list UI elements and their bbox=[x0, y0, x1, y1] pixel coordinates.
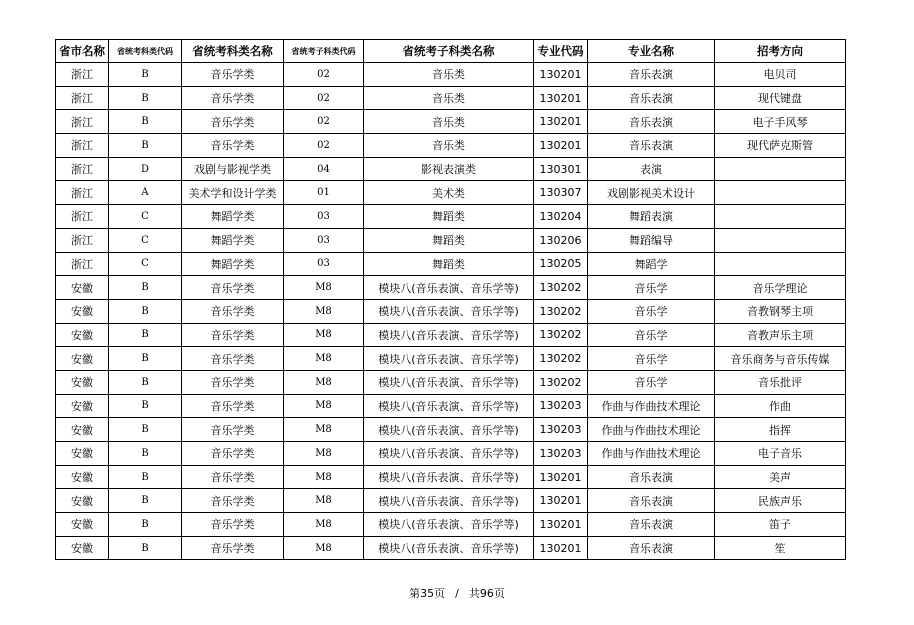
cell-category-code: B bbox=[109, 394, 182, 418]
cell-category-code: D bbox=[109, 157, 182, 181]
cell-category-name: 舞蹈学类 bbox=[182, 205, 284, 229]
cell-major-code: 130201 bbox=[534, 536, 588, 560]
cell-category-name: 音乐学类 bbox=[182, 442, 284, 466]
cell-category-name: 音乐学类 bbox=[182, 465, 284, 489]
table-row bbox=[56, 86, 846, 110]
cell-major-name: 作曲与作曲技术理论 bbox=[588, 442, 715, 466]
cell-major-code: 130201 bbox=[534, 86, 588, 110]
cell-major-name: 音乐表演 bbox=[588, 489, 715, 513]
cell-major-code: 130202 bbox=[534, 276, 588, 300]
cell-subcategory-code: M8 bbox=[284, 276, 364, 300]
cell-major-code: 130201 bbox=[534, 513, 588, 537]
cell-direction bbox=[715, 205, 846, 229]
cell-major-name: 音乐学 bbox=[588, 276, 715, 300]
cell-major-name: 音乐学 bbox=[588, 347, 715, 371]
cell-category-code: B bbox=[109, 465, 182, 489]
cell-category-code: B bbox=[109, 489, 182, 513]
cell-province: 浙江 bbox=[56, 205, 109, 229]
table-row bbox=[56, 370, 846, 394]
cell-subcategory-name: 舞蹈类 bbox=[364, 252, 534, 276]
cell-major-name: 音乐表演 bbox=[588, 63, 715, 87]
cell-province: 安徽 bbox=[56, 276, 109, 300]
cell-direction bbox=[715, 181, 846, 205]
cell-subcategory-name: 模块八(音乐表演、音乐学等) bbox=[364, 513, 534, 537]
cell-province: 安徽 bbox=[56, 323, 109, 347]
cell-major-code: 130201 bbox=[534, 489, 588, 513]
cell-subcategory-name: 影视表演类 bbox=[364, 157, 534, 181]
cell-category-code: B bbox=[109, 442, 182, 466]
cell-subcategory-name: 音乐类 bbox=[364, 110, 534, 134]
admissions-table bbox=[55, 39, 846, 560]
cell-province: 浙江 bbox=[56, 110, 109, 134]
cell-subcategory-code: 01 bbox=[284, 181, 364, 205]
cell-direction: 音乐批评 bbox=[715, 370, 846, 394]
table-row bbox=[56, 347, 846, 371]
table-row bbox=[56, 536, 846, 560]
cell-major-name: 音乐学 bbox=[588, 299, 715, 323]
admissions-table-container bbox=[55, 39, 845, 560]
cell-province: 安徽 bbox=[56, 442, 109, 466]
cell-category-name: 音乐学类 bbox=[182, 489, 284, 513]
cell-province: 安徽 bbox=[56, 513, 109, 537]
cell-category-name: 美术学和设计学类 bbox=[182, 181, 284, 205]
cell-category-name: 音乐学类 bbox=[182, 536, 284, 560]
cell-subcategory-code: 02 bbox=[284, 86, 364, 110]
cell-major-name: 舞蹈学 bbox=[588, 252, 715, 276]
table-header-row bbox=[56, 40, 846, 63]
table-row bbox=[56, 489, 846, 513]
cell-major-name: 舞蹈表演 bbox=[588, 205, 715, 229]
cell-subcategory-name: 模块八(音乐表演、音乐学等) bbox=[364, 489, 534, 513]
cell-province: 浙江 bbox=[56, 134, 109, 158]
cell-direction bbox=[715, 157, 846, 181]
cell-category-name: 音乐学类 bbox=[182, 347, 284, 371]
cell-subcategory-code: M8 bbox=[284, 323, 364, 347]
cell-subcategory-name: 音乐类 bbox=[364, 86, 534, 110]
cell-category-name: 音乐学类 bbox=[182, 418, 284, 442]
cell-subcategory-name: 音乐类 bbox=[364, 134, 534, 158]
cell-subcategory-code: 02 bbox=[284, 63, 364, 87]
cell-subcategory-code: M8 bbox=[284, 489, 364, 513]
header-category-code: 省统考科类代码 bbox=[109, 40, 182, 63]
cell-major-code: 130201 bbox=[534, 63, 588, 87]
cell-subcategory-name: 舞蹈类 bbox=[364, 205, 534, 229]
cell-direction: 现代键盘 bbox=[715, 86, 846, 110]
cell-major-code: 130203 bbox=[534, 394, 588, 418]
table-body bbox=[56, 63, 846, 560]
cell-subcategory-code: M8 bbox=[284, 536, 364, 560]
cell-subcategory-name: 模块八(音乐表演、音乐学等) bbox=[364, 323, 534, 347]
cell-major-code: 130202 bbox=[534, 370, 588, 394]
table-row bbox=[56, 276, 846, 300]
header-subcategory-code: 省统考子科类代码 bbox=[284, 40, 364, 63]
header-major-name: 专业名称 bbox=[588, 40, 715, 63]
cell-province: 浙江 bbox=[56, 252, 109, 276]
cell-category-code: B bbox=[109, 63, 182, 87]
cell-category-name: 戏剧与影视学类 bbox=[182, 157, 284, 181]
cell-major-name: 作曲与作曲技术理论 bbox=[588, 394, 715, 418]
cell-category-code: B bbox=[109, 276, 182, 300]
cell-category-name: 舞蹈学类 bbox=[182, 228, 284, 252]
cell-subcategory-code: M8 bbox=[284, 442, 364, 466]
table-row bbox=[56, 323, 846, 347]
cell-subcategory-name: 模块八(音乐表演、音乐学等) bbox=[364, 276, 534, 300]
cell-category-name: 音乐学类 bbox=[182, 513, 284, 537]
cell-category-name: 音乐学类 bbox=[182, 86, 284, 110]
cell-subcategory-code: M8 bbox=[284, 370, 364, 394]
cell-province: 安徽 bbox=[56, 347, 109, 371]
cell-subcategory-code: 04 bbox=[284, 157, 364, 181]
cell-subcategory-name: 模块八(音乐表演、音乐学等) bbox=[364, 536, 534, 560]
cell-major-code: 130202 bbox=[534, 323, 588, 347]
cell-province: 安徽 bbox=[56, 394, 109, 418]
header-direction: 招考方向 bbox=[715, 40, 846, 63]
cell-major-code: 130201 bbox=[534, 465, 588, 489]
cell-category-name: 音乐学类 bbox=[182, 299, 284, 323]
table-row bbox=[56, 110, 846, 134]
cell-category-code: B bbox=[109, 536, 182, 560]
table-row bbox=[56, 228, 846, 252]
cell-direction bbox=[715, 252, 846, 276]
cell-province: 安徽 bbox=[56, 370, 109, 394]
table-row bbox=[56, 252, 846, 276]
cell-category-code: B bbox=[109, 110, 182, 134]
cell-province: 安徽 bbox=[56, 418, 109, 442]
table-row bbox=[56, 134, 846, 158]
cell-subcategory-name: 美术类 bbox=[364, 181, 534, 205]
cell-category-code: C bbox=[109, 252, 182, 276]
cell-category-code: B bbox=[109, 323, 182, 347]
cell-subcategory-name: 模块八(音乐表演、音乐学等) bbox=[364, 370, 534, 394]
cell-major-name: 音乐表演 bbox=[588, 536, 715, 560]
table-row bbox=[56, 181, 846, 205]
cell-province: 浙江 bbox=[56, 86, 109, 110]
table-row bbox=[56, 205, 846, 229]
cell-province: 安徽 bbox=[56, 465, 109, 489]
cell-category-code: A bbox=[109, 181, 182, 205]
cell-subcategory-name: 模块八(音乐表演、音乐学等) bbox=[364, 347, 534, 371]
cell-major-name: 音乐表演 bbox=[588, 513, 715, 537]
page-footer bbox=[0, 585, 914, 601]
cell-major-code: 130203 bbox=[534, 418, 588, 442]
cell-subcategory-code: 03 bbox=[284, 252, 364, 276]
cell-subcategory-name: 模块八(音乐表演、音乐学等) bbox=[364, 465, 534, 489]
cell-subcategory-code: M8 bbox=[284, 465, 364, 489]
table-row bbox=[56, 157, 846, 181]
cell-province: 浙江 bbox=[56, 228, 109, 252]
cell-major-code: 130201 bbox=[534, 134, 588, 158]
cell-major-code: 130307 bbox=[534, 181, 588, 205]
cell-subcategory-code: M8 bbox=[284, 347, 364, 371]
cell-direction: 指挥 bbox=[715, 418, 846, 442]
cell-major-name: 戏剧影视美术设计 bbox=[588, 181, 715, 205]
cell-category-name: 音乐学类 bbox=[182, 110, 284, 134]
cell-direction bbox=[715, 228, 846, 252]
cell-major-code: 130201 bbox=[534, 110, 588, 134]
cell-category-name: 音乐学类 bbox=[182, 370, 284, 394]
cell-category-name: 音乐学类 bbox=[182, 276, 284, 300]
cell-subcategory-name: 音乐类 bbox=[364, 63, 534, 87]
cell-major-name: 音乐表演 bbox=[588, 86, 715, 110]
cell-direction: 现代萨克斯管 bbox=[715, 134, 846, 158]
cell-province: 安徽 bbox=[56, 299, 109, 323]
cell-direction: 电贝司 bbox=[715, 63, 846, 87]
page-total: 共96页 bbox=[468, 587, 505, 600]
cell-major-code: 130301 bbox=[534, 157, 588, 181]
cell-subcategory-code: 02 bbox=[284, 110, 364, 134]
table-row bbox=[56, 442, 846, 466]
cell-subcategory-code: 03 bbox=[284, 205, 364, 229]
cell-major-code: 130205 bbox=[534, 252, 588, 276]
cell-category-code: C bbox=[109, 228, 182, 252]
cell-major-code: 130202 bbox=[534, 347, 588, 371]
cell-subcategory-name: 模块八(音乐表演、音乐学等) bbox=[364, 299, 534, 323]
cell-subcategory-name: 舞蹈类 bbox=[364, 228, 534, 252]
cell-direction: 笙 bbox=[715, 536, 846, 560]
cell-major-code: 130206 bbox=[534, 228, 588, 252]
table-row bbox=[56, 513, 846, 537]
cell-subcategory-code: M8 bbox=[284, 418, 364, 442]
cell-category-code: B bbox=[109, 370, 182, 394]
table-row bbox=[56, 394, 846, 418]
cell-province: 浙江 bbox=[56, 63, 109, 87]
cell-subcategory-code: M8 bbox=[284, 513, 364, 537]
cell-province: 安徽 bbox=[56, 489, 109, 513]
cell-major-name: 音乐学 bbox=[588, 323, 715, 347]
cell-major-name: 音乐表演 bbox=[588, 110, 715, 134]
cell-direction: 音乐学理论 bbox=[715, 276, 846, 300]
cell-major-name: 舞蹈编导 bbox=[588, 228, 715, 252]
cell-direction: 笛子 bbox=[715, 513, 846, 537]
table-row bbox=[56, 63, 846, 87]
cell-major-code: 130204 bbox=[534, 205, 588, 229]
cell-category-name: 音乐学类 bbox=[182, 63, 284, 87]
page-separator: / bbox=[455, 587, 459, 600]
cell-category-code: B bbox=[109, 134, 182, 158]
cell-subcategory-name: 模块八(音乐表演、音乐学等) bbox=[364, 442, 534, 466]
cell-subcategory-code: 02 bbox=[284, 134, 364, 158]
cell-category-name: 音乐学类 bbox=[182, 394, 284, 418]
cell-category-code: C bbox=[109, 205, 182, 229]
cell-major-name: 音乐表演 bbox=[588, 465, 715, 489]
cell-category-code: B bbox=[109, 418, 182, 442]
header-category-name: 省统考科类名称 bbox=[182, 40, 284, 63]
cell-province: 浙江 bbox=[56, 181, 109, 205]
header-subcategory-name: 省统考子科类名称 bbox=[364, 40, 534, 63]
cell-subcategory-code: M8 bbox=[284, 299, 364, 323]
cell-direction: 音教声乐主项 bbox=[715, 323, 846, 347]
cell-category-name: 音乐学类 bbox=[182, 134, 284, 158]
cell-province: 安徽 bbox=[56, 536, 109, 560]
cell-major-code: 130202 bbox=[534, 299, 588, 323]
table-row bbox=[56, 418, 846, 442]
header-major-code: 专业代码 bbox=[534, 40, 588, 63]
header-province: 省市名称 bbox=[56, 40, 109, 63]
cell-direction: 音乐商务与音乐传媒 bbox=[715, 347, 846, 371]
cell-direction: 音教钢琴主项 bbox=[715, 299, 846, 323]
cell-direction: 电子手风琴 bbox=[715, 110, 846, 134]
cell-category-name: 舞蹈学类 bbox=[182, 252, 284, 276]
cell-subcategory-name: 模块八(音乐表演、音乐学等) bbox=[364, 418, 534, 442]
cell-category-code: B bbox=[109, 347, 182, 371]
table-row bbox=[56, 299, 846, 323]
table-row bbox=[56, 465, 846, 489]
cell-category-code: B bbox=[109, 299, 182, 323]
cell-direction: 电子音乐 bbox=[715, 442, 846, 466]
cell-direction: 作曲 bbox=[715, 394, 846, 418]
cell-major-name: 表演 bbox=[588, 157, 715, 181]
cell-major-code: 130203 bbox=[534, 442, 588, 466]
cell-subcategory-name: 模块八(音乐表演、音乐学等) bbox=[364, 394, 534, 418]
cell-subcategory-code: 03 bbox=[284, 228, 364, 252]
cell-major-name: 音乐学 bbox=[588, 370, 715, 394]
cell-direction: 民族声乐 bbox=[715, 489, 846, 513]
cell-direction: 美声 bbox=[715, 465, 846, 489]
cell-category-code: B bbox=[109, 86, 182, 110]
page-current: 第35页 bbox=[409, 587, 446, 600]
cell-subcategory-code: M8 bbox=[284, 394, 364, 418]
cell-category-name: 音乐学类 bbox=[182, 323, 284, 347]
cell-province: 浙江 bbox=[56, 157, 109, 181]
cell-major-name: 作曲与作曲技术理论 bbox=[588, 418, 715, 442]
cell-major-name: 音乐表演 bbox=[588, 134, 715, 158]
cell-category-code: B bbox=[109, 513, 182, 537]
